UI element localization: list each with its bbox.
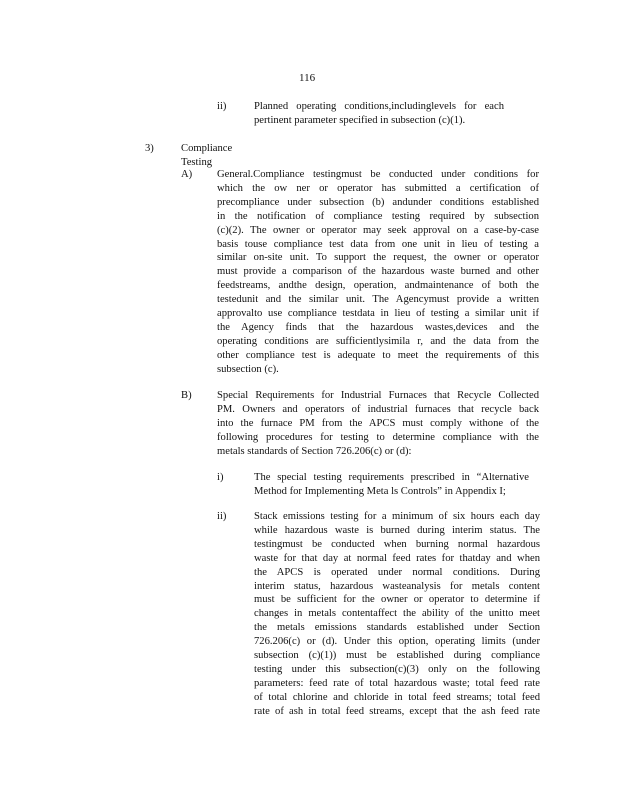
text-line: operating conditions are sufficientlysimila r, and the data from the: [217, 335, 539, 347]
text-line: pertinent parameter specified in subsection (c)(1).: [254, 114, 466, 126]
text-line: metals standards of Section 726.206(c) or (d):: [217, 445, 412, 457]
text-line: must provide a comparison of the hazardous waste burned and other: [217, 266, 539, 278]
text-line: Stack emissions testing for a minimum of six hours each day: [254, 511, 540, 522]
text-line: the Agency finds that the hazardous wastes,devices and the: [217, 321, 539, 333]
text-line: rate of ash in total feed streams, except that the ash feed rate: [254, 705, 540, 717]
text-line: testedunit and the similar unit. The Agencymust provide a written: [217, 294, 539, 306]
item-b-label: B): [181, 390, 192, 401]
text-line: subsection (c).: [217, 363, 279, 375]
text-line: PM. Owners and operators of industrial furnaces that recycle back: [217, 403, 539, 415]
text-line: the APCS is operated under normal conditions. During: [254, 566, 540, 578]
text-line: General.Compliance testingmust be conducted under conditions for: [217, 169, 539, 180]
item-b-ii-text: [254, 510, 540, 719]
item-b-i-text: [254, 471, 529, 499]
text-line: subsection (c)(1)) must be established during compliance: [254, 650, 540, 662]
text-line: The special testing requirements prescribed in “Alternative: [254, 472, 529, 483]
text-line: in the notification of compliance testing required by subsection: [217, 210, 539, 222]
item-b-i-label: i): [217, 472, 224, 483]
text-line: following procedures for testing to determine compliance with the: [217, 431, 539, 443]
text-line: while hazardous waste is burned during interim status. The: [254, 524, 540, 536]
text-line: Planned operating conditions,includinglevels for each: [254, 101, 504, 112]
item-top-ii-text: [254, 100, 504, 128]
text-line: testing under this subsection(c)(3) only on the following: [254, 663, 540, 675]
text-line: precompliance under subsection (b) andunder conditions established: [217, 196, 539, 208]
text-line: 726.206(c) or (d). Under this option, operating limits (under: [254, 636, 540, 648]
text-line: feedstreams, andthe design, operation, andmaintenance of both the: [217, 280, 539, 292]
text-line: basis touse compliance test data from one unit in lieu of testing a: [217, 238, 539, 250]
text-line: of total chlorine and chloride in total feed streams; total feed: [254, 691, 540, 703]
text-line: Special Requirements for Industrial Furnaces that Recycle Collected: [217, 390, 539, 401]
text-line: must be sufficient for the owner or operator to determine if: [254, 594, 540, 606]
item-a-text: [217, 168, 539, 377]
item-b-ii-label: ii): [217, 511, 227, 522]
text-line: other compliance test is adequate to meet the requirements of this: [217, 349, 539, 361]
text-line: the metals emissions standards established under Section: [254, 622, 540, 634]
item-top-ii-label: ii): [217, 101, 227, 112]
text-line: (c)(2). The owner or operator may seek approval on a case-by-case: [217, 224, 539, 236]
section-3-heading: Compliance Testing: [181, 143, 233, 168]
text-line: testingmust be conducted when burning normal hazardous: [254, 538, 540, 550]
text-line: Method for Implementing Meta ls Controls” in Appendix I;: [254, 485, 506, 497]
text-line: into the furnace PM from the APCS must comply withone of the: [217, 417, 539, 429]
text-line: interim status, hazardous wasteanalysis for metals content: [254, 580, 540, 592]
item-a-label: A): [181, 169, 193, 180]
text-line: which the ow ner or operator has submitted a certification of: [217, 182, 539, 194]
text-line: parameters: feed rate of total hazardous waste; total feed rate: [254, 677, 540, 689]
text-line: similar on-site unit. To support the request, the owner or operator: [217, 252, 539, 264]
text-line: approvalto use compliance testdata in lieu of testing a similar unit if: [217, 308, 539, 320]
page-number: 116: [299, 72, 316, 84]
section-3-label: 3): [145, 143, 154, 154]
text-line: waste for that day at normal feed rates for thatday and when: [254, 552, 540, 564]
text-line: changes in metals contentaffect the ability of the unitto meet: [254, 608, 540, 620]
item-b-text: [217, 389, 539, 459]
